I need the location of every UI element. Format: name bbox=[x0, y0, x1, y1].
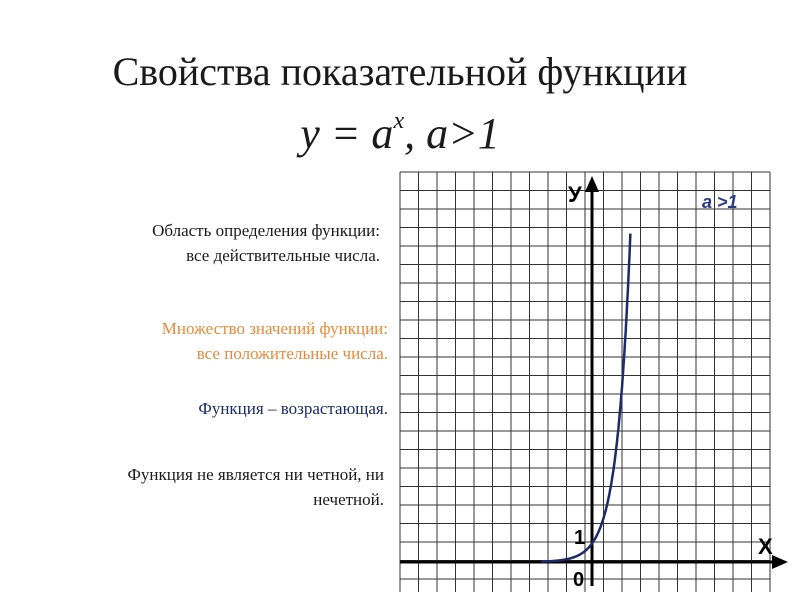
formula-lhs: y = a bbox=[300, 109, 394, 158]
y-axis-arrow bbox=[585, 176, 599, 192]
property-range-line2: все положительные числа. bbox=[196, 344, 388, 363]
x-axis-arrow bbox=[772, 555, 788, 569]
exponential-graph bbox=[396, 168, 792, 592]
property-domain-line2: все действительные числа. bbox=[186, 246, 380, 265]
property-monotone bbox=[60, 396, 388, 421]
property-domain-line1: Область определения функции: bbox=[152, 221, 380, 240]
formula-condition: , a>1 bbox=[404, 109, 500, 158]
property-range bbox=[60, 316, 388, 366]
formula-exponent: x bbox=[393, 108, 405, 134]
property-parity-line1: Функция не является ни четной, ни bbox=[127, 465, 384, 484]
y-axis-label: У bbox=[568, 182, 582, 207]
property-parity bbox=[40, 462, 384, 512]
property-parity-line2: нечетной. bbox=[313, 490, 384, 509]
unit-label: 1 bbox=[574, 527, 586, 549]
curve-label: a >1 bbox=[702, 192, 738, 212]
property-domain bbox=[60, 218, 380, 268]
slide-title: Свойства показательной функции bbox=[112, 49, 688, 94]
x-axis-label: Х bbox=[758, 534, 773, 559]
property-monotone-text: Функция – возрастающая. bbox=[198, 399, 388, 418]
formula bbox=[0, 108, 800, 159]
property-range-line1: Множество значений функции: bbox=[161, 319, 388, 338]
origin-label: 0 bbox=[573, 569, 585, 591]
